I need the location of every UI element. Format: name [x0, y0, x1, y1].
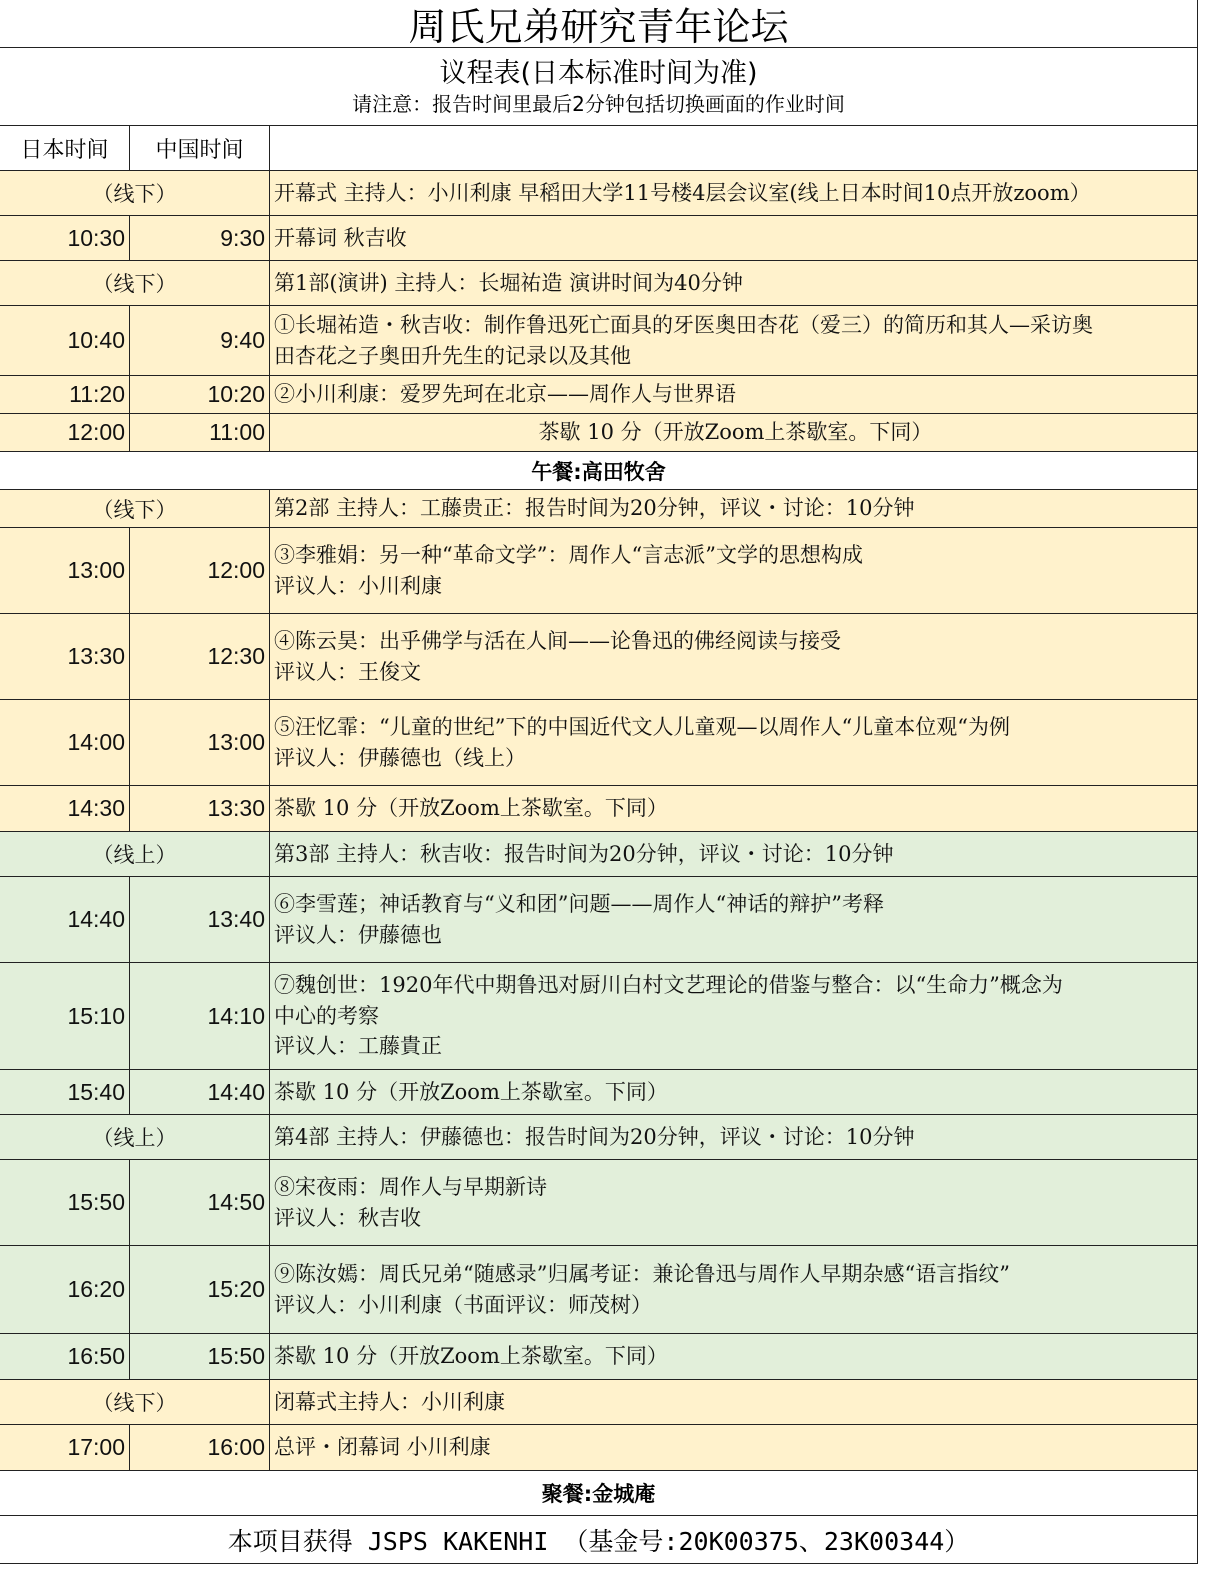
- schedule-row: [0, 306, 1198, 376]
- lunch-row: [0, 452, 1198, 490]
- session-mode: （线上）: [0, 1115, 270, 1160]
- cn-time: 12:30: [130, 614, 270, 700]
- jp-time: 16:20: [0, 1246, 130, 1334]
- part4-row: [0, 1115, 1198, 1160]
- schedule-row: [0, 414, 1198, 452]
- schedule-row: [0, 963, 1198, 1070]
- session-title: 开幕式 主持人：小川利康 早稻田大学11号楼4层会议室(线上日本时间10点开放zoom）: [270, 171, 1198, 216]
- jp-time: 12:00: [0, 414, 130, 452]
- page-title: 周氏兄弟研究青年论坛: [0, 0, 1198, 48]
- cn-time: 14:10: [130, 963, 270, 1070]
- agenda-note: 请注意：报告时间里最后2分钟包括切换画面的作业时间: [352, 91, 845, 116]
- session-title: 第3部 主持人：秋吉收：报告时间为20分钟，评议・讨论：10分钟: [270, 832, 1198, 877]
- schedule-row: [0, 614, 1198, 700]
- schedule-row: [0, 528, 1198, 614]
- jp-time: 10:30: [0, 216, 130, 261]
- jp-time: 14:00: [0, 700, 130, 786]
- agenda-item: [270, 700, 1198, 786]
- schedule-row: [0, 1334, 1198, 1380]
- talk-title: ④陈云昊：出乎佛学与活在人间——论鲁迅的佛经阅读与接受: [274, 629, 841, 654]
- session-title: 第2部 主持人：工藤贵正：报告时间为20分钟，评议・讨论：10分钟: [270, 490, 1198, 528]
- part1-row: [0, 261, 1198, 306]
- cn-time: 14:50: [130, 1160, 270, 1246]
- title-row: [0, 0, 1198, 48]
- schedule-row: [0, 376, 1198, 414]
- break-item: 茶歇 10 分（开放Zoom上茶歇室。下同）: [270, 414, 1198, 452]
- cn-time: 11:00: [130, 414, 270, 452]
- jp-time: 10:40: [0, 306, 130, 376]
- cn-time-header: 中国时间: [130, 126, 270, 171]
- session-mode: （线下）: [0, 490, 270, 528]
- schedule-row: [0, 1425, 1198, 1471]
- subtitle-row: [0, 48, 1198, 126]
- cn-time: 10:20: [130, 376, 270, 414]
- schedule-row: [0, 786, 1198, 832]
- schedule-row: [0, 1160, 1198, 1246]
- agenda-item: ②小川利康：爱罗先珂在北京——周作人与世界语: [270, 376, 1198, 414]
- cn-time: 13:30: [130, 786, 270, 832]
- cn-time: 15:20: [130, 1246, 270, 1334]
- footer-row: [0, 1516, 1198, 1564]
- cn-time: 13:40: [130, 877, 270, 963]
- opening-row: [0, 171, 1198, 216]
- cn-time: 9:40: [130, 306, 270, 376]
- talk-title: ⑨陈汝嫣：周氏兄弟“随感录”归属考证：兼论鲁迅与周作人早期杂感“语言指纹”: [274, 1262, 1010, 1287]
- talk-title-cont: 田杏花之子奥田升先生的记录以及其他: [274, 343, 631, 368]
- closing-row: [0, 1380, 1198, 1425]
- discussant: 评议人：伊藤德也（线上）: [274, 745, 526, 770]
- jp-time: 15:50: [0, 1160, 130, 1246]
- discussant: 评议人：小川利康: [274, 573, 442, 598]
- schedule-row: [0, 1070, 1198, 1115]
- break-item: 茶歇 10 分（开放Zoom上茶歇室。下同）: [270, 1070, 1198, 1115]
- dinner-label: 聚餐:金城庵: [0, 1471, 1198, 1516]
- part2-row: [0, 490, 1198, 528]
- schedule-row: [0, 700, 1198, 786]
- dinner-row: [0, 1471, 1198, 1516]
- jp-time: 13:00: [0, 528, 130, 614]
- talk-title: ⑤汪忆霏：“儿童的世纪”下的中国近代文人儿童观—以周作人“儿童本位观“为例: [274, 715, 1010, 740]
- schedule-row: [0, 216, 1198, 261]
- agenda-item: [270, 1160, 1198, 1246]
- talk-title: ①长堀祐造・秋吉收：制作鲁迅死亡面具的牙医奥田杏花（爱三）的简历和其人—采访奥: [274, 313, 1093, 338]
- talk-title: ⑥李雪莲；神话教育与“义和团”问题——周作人“神话的辩护”考释: [274, 892, 884, 917]
- schedule-row: [0, 877, 1198, 963]
- agenda-item: [270, 963, 1198, 1070]
- schedule-row: [0, 1246, 1198, 1334]
- jp-time: 15:10: [0, 963, 130, 1070]
- jp-time: 14:30: [0, 786, 130, 832]
- talk-title: ⑧宋夜雨：周作人与早期新诗: [274, 1175, 547, 1200]
- talk-title: ⑦魏创世：1920年代中期鲁迅对厨川白村文艺理论的借鉴与整合：以“生命力”概念为: [274, 973, 1063, 998]
- jp-time: 15:40: [0, 1070, 130, 1115]
- session-mode: （线上）: [0, 832, 270, 877]
- subtitle-block: [0, 48, 1198, 126]
- agenda-subtitle: 议程表(日本标准时间为准): [439, 57, 758, 89]
- agenda-item: [270, 1246, 1198, 1334]
- cn-time: 9:30: [130, 216, 270, 261]
- discussant: 评议人：工藤貴正: [274, 1034, 442, 1059]
- part3-row: [0, 832, 1198, 877]
- session-title: 第1部(演讲) 主持人：长堀祐造 演讲时间为40分钟: [270, 261, 1198, 306]
- session-mode: （线下）: [0, 261, 270, 306]
- jp-time: 11:20: [0, 376, 130, 414]
- cn-time: 14:40: [130, 1070, 270, 1115]
- jp-time: 13:30: [0, 614, 130, 700]
- header-blank: [270, 126, 1198, 171]
- session-mode: （线下）: [0, 171, 270, 216]
- talk-title-cont: 中心的考察: [274, 1003, 379, 1028]
- discussant: 评议人：小川利康（书面评议：师茂树）: [274, 1292, 652, 1317]
- agenda-item: [270, 306, 1198, 376]
- cn-time: 16:00: [130, 1425, 270, 1471]
- session-title: 第4部 主持人：伊藤德也：报告时间为20分钟，评议・讨论：10分钟: [270, 1115, 1198, 1160]
- header-row: [0, 126, 1198, 171]
- jp-time: 16:50: [0, 1334, 130, 1380]
- cn-time: 15:50: [130, 1334, 270, 1380]
- cn-time: 13:00: [130, 700, 270, 786]
- jp-time: 14:40: [0, 877, 130, 963]
- break-item: 茶歇 10 分（开放Zoom上茶歇室。下同）: [270, 786, 1198, 832]
- session-mode: （线下）: [0, 1380, 270, 1425]
- session-title: 闭幕式主持人：小川利康: [270, 1380, 1198, 1425]
- jp-time-header: 日本时间: [0, 126, 130, 171]
- agenda-item: [270, 614, 1198, 700]
- discussant: 评议人：伊藤德也: [274, 922, 442, 947]
- agenda-item: 总评・闭幕词 小川利康: [270, 1425, 1198, 1471]
- break-item: 茶歇 10 分（开放Zoom上茶歇室。下同）: [270, 1334, 1198, 1380]
- funding-note: 本项目获得 JSPS KAKENHI （基金号:20K00375、23K00344）: [0, 1516, 1198, 1564]
- lunch-label: 午餐:高田牧舍: [0, 452, 1198, 490]
- agenda-item: 开幕词 秋吉收: [270, 216, 1198, 261]
- agenda-item: [270, 528, 1198, 614]
- cn-time: 12:00: [130, 528, 270, 614]
- agenda-item: [270, 877, 1198, 963]
- talk-title: ③李雅娟：另一种“革命文学”：周作人“言志派”文学的思想构成: [274, 543, 863, 568]
- discussant: 评议人：王俊文: [274, 659, 421, 684]
- jp-time: 17:00: [0, 1425, 130, 1471]
- discussant: 评议人：秋吉收: [274, 1205, 421, 1230]
